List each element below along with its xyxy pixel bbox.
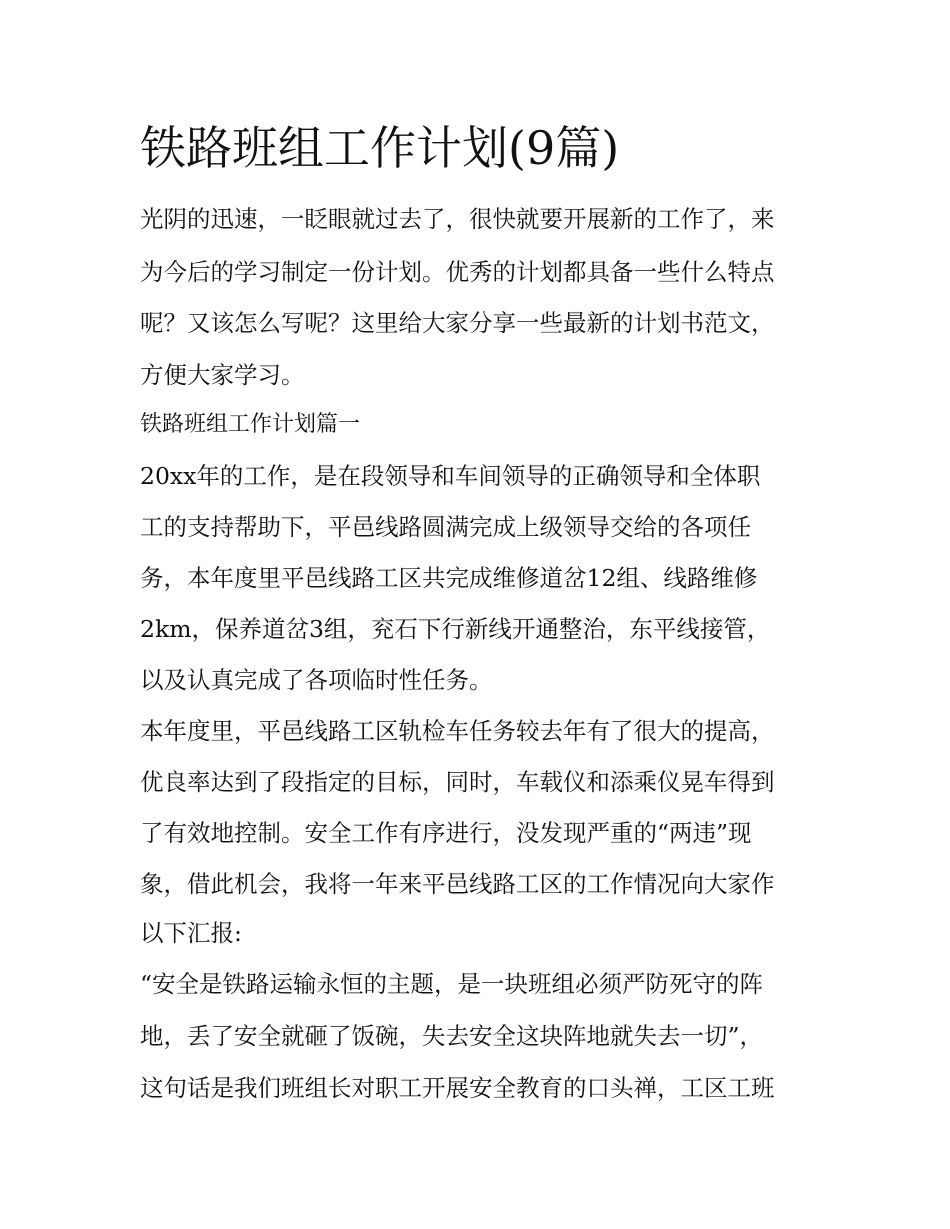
paragraph-line: 2km，保养道岔3组，兖石下行新线开通整治，东平线接管， xyxy=(140,615,771,643)
paragraph-line: 本年度里，平邑线路工区轨检车任务较去年有了很大的提高， xyxy=(140,717,775,745)
section-heading: 铁路班组工作计划篇一 xyxy=(140,412,361,437)
intro-line: 呢？又该怎么写呢？这里给大家分享一些最新的计划书范文， xyxy=(140,309,775,337)
intro-line: 方便大家学习。 xyxy=(140,361,305,389)
paragraph-line: 以及认真完成了各项临时性任务。 xyxy=(140,666,493,694)
document-title: 铁路班组工作计划(9篇) xyxy=(140,121,620,175)
paragraph-line: 20xx年的工作，是在段领导和车间领导的正确领导和全体职 xyxy=(140,462,761,490)
paragraph-line: 象，借此机会，我将一年来平邑线路工区的工作情况向大家作 xyxy=(140,870,775,898)
paragraph-line: 务，本年度里平邑线路工区共完成维修道岔12组、线路维修 xyxy=(140,564,758,592)
paragraph-line: 优良率达到了段指定的目标，同时，车载仪和添乘仪晃车得到 xyxy=(140,768,775,796)
paragraph-line: 以下汇报: xyxy=(140,919,242,947)
paragraph-line: 这句话是我们班组长对职工开展安全教育的口头禅，工区工班 xyxy=(140,1074,775,1102)
paragraph-line: 地，丢了安全就砸了饭碗，失去安全这块阵地就失去一切”， xyxy=(140,1022,764,1050)
paragraph-line: “安全是铁路运输永恒的主题，是一块班组必须严防死守的阵 xyxy=(140,970,764,998)
intro-line: 为今后的学习制定一份计划。优秀的计划都具备一些什么特点 xyxy=(140,258,775,286)
paragraph-line: 工的支持帮助下，平邑线路圆满完成上级领导交给的各项任 xyxy=(140,513,751,541)
intro-line: 光阴的迅速，一眨眼就过去了，很快就要开展新的工作了，来 xyxy=(140,205,775,233)
paragraph-line: 了有效地控制。安全工作有序进行，没发现严重的“两违”现 xyxy=(140,819,752,847)
